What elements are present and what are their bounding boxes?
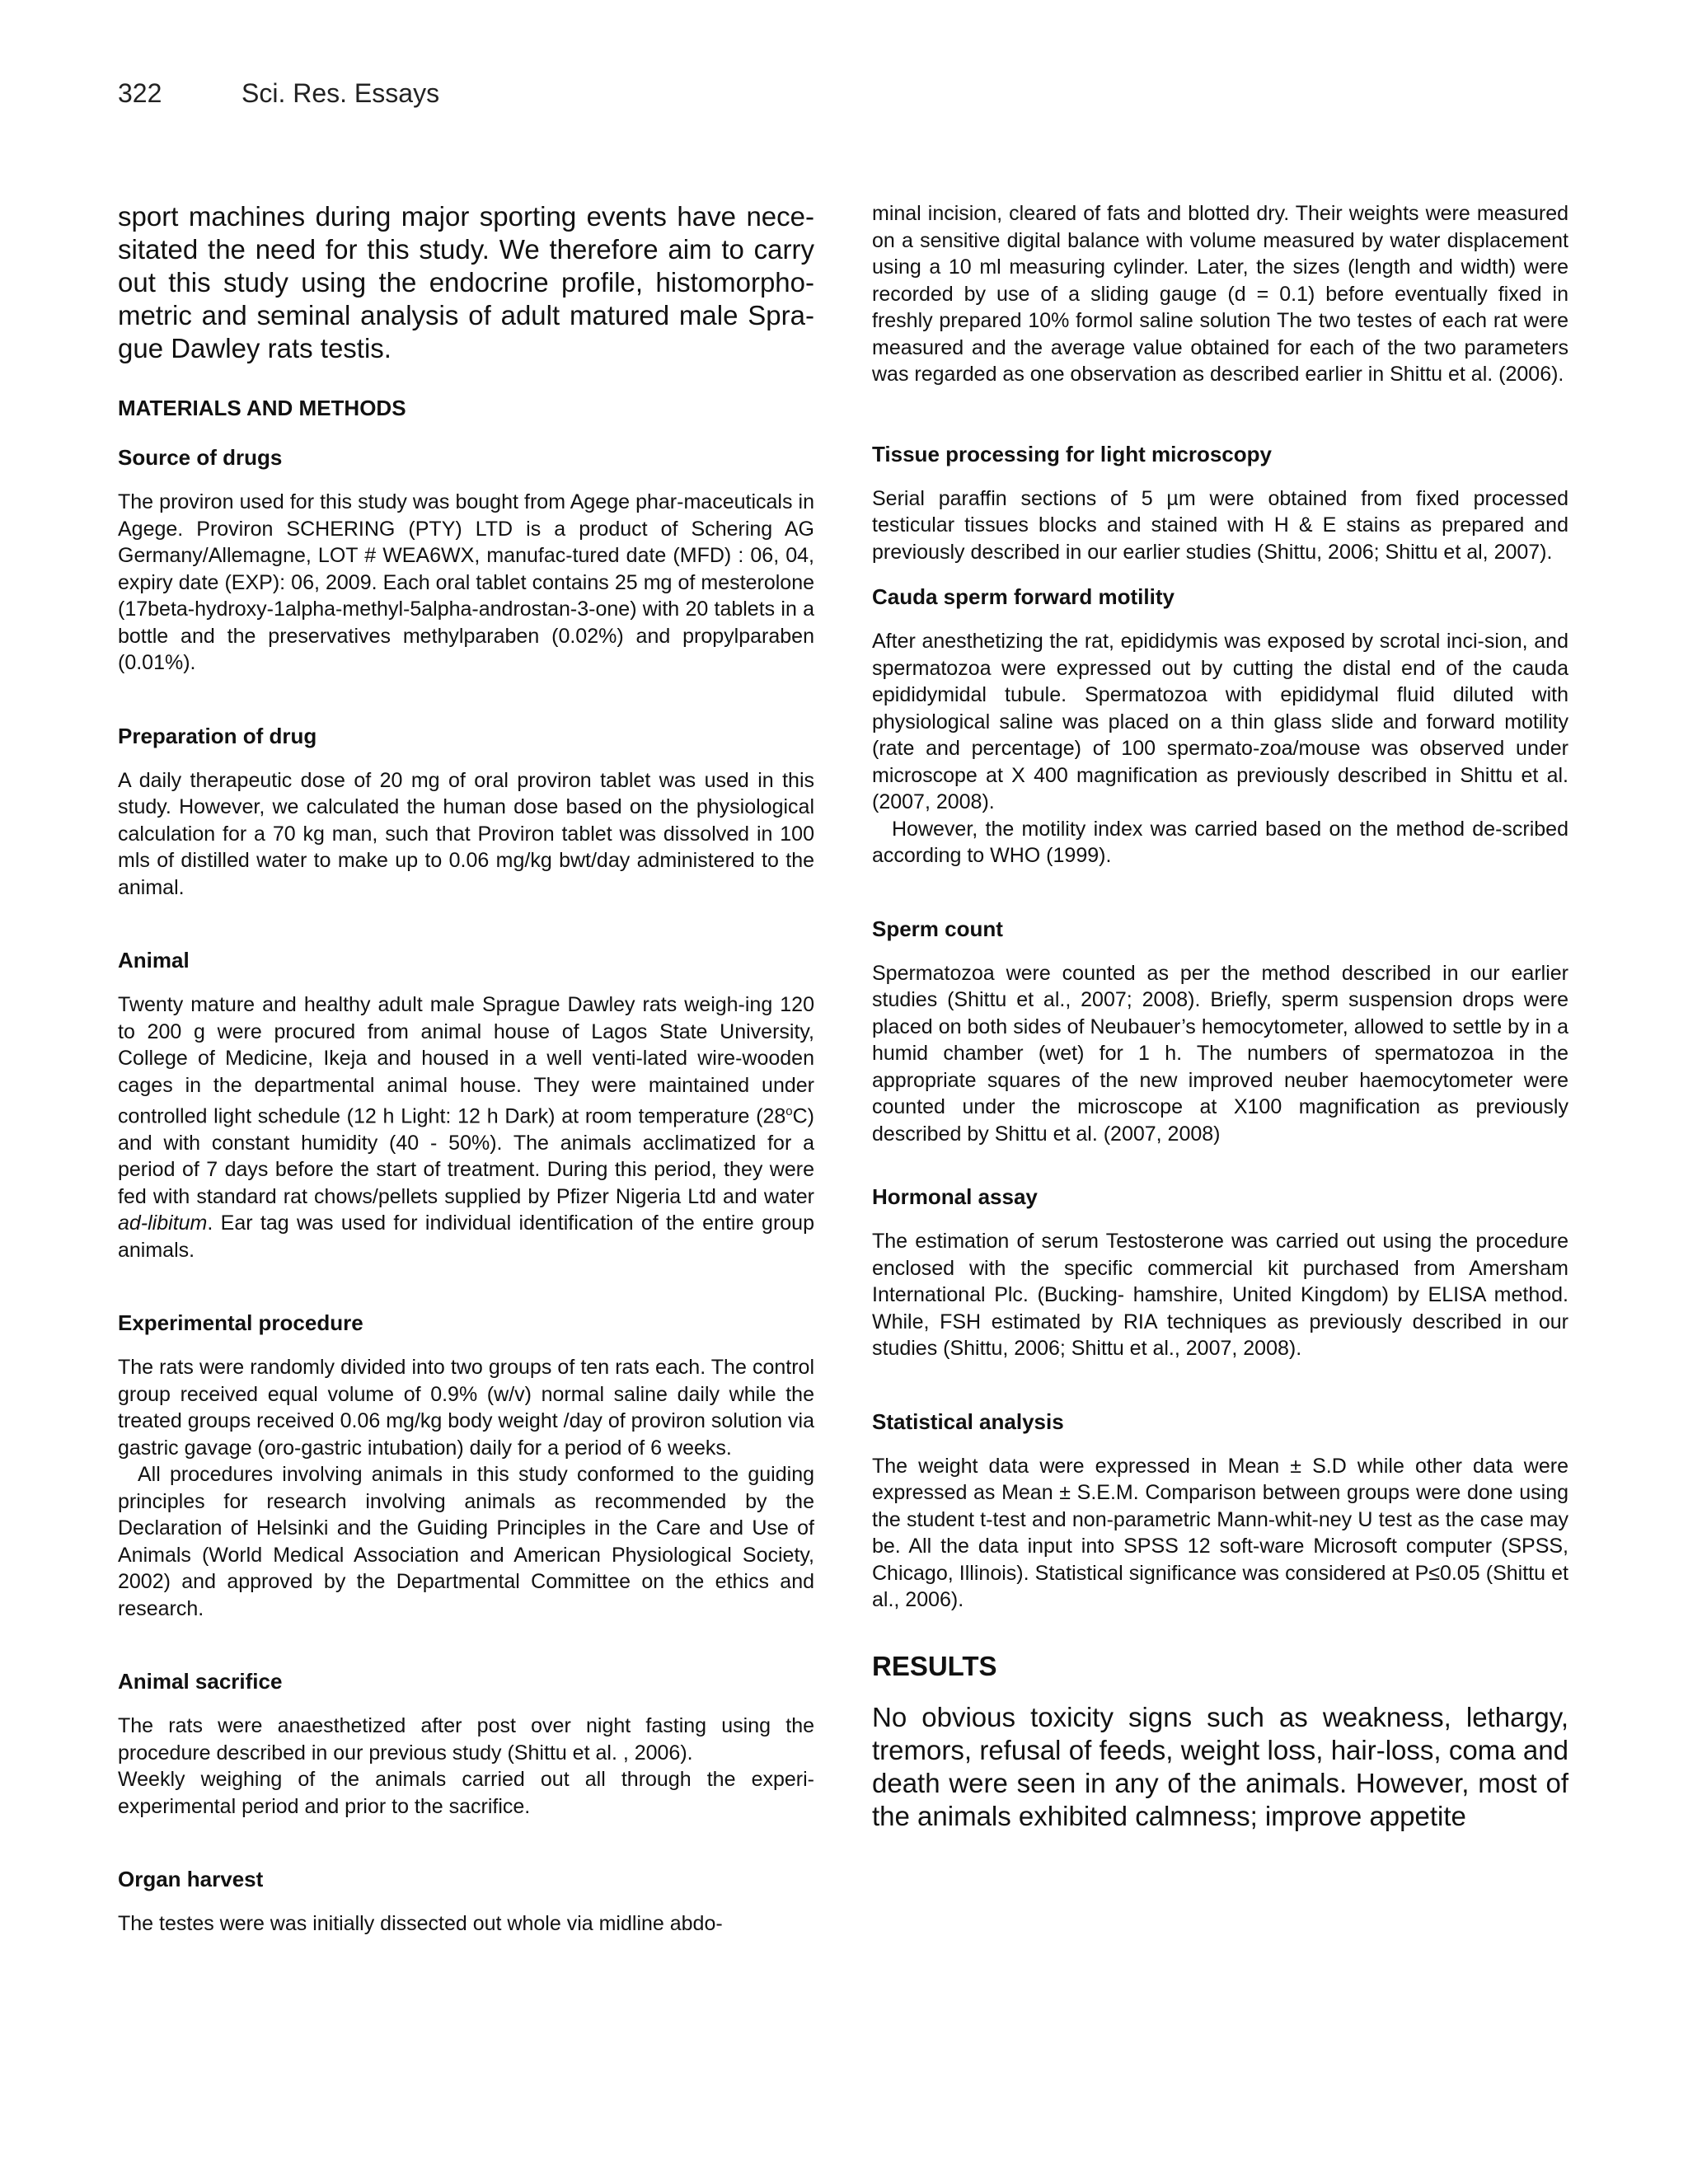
animal-sacrifice-text-1: The rats were anaesthetized after post over night fasting using the procedure described in our previous study (Shittu et al. , 2006). [118, 1714, 814, 1765]
left-column [118, 200, 814, 1938]
tissue-processing-heading: Tissue processing for light microscopy [872, 441, 1272, 466]
hormonal-assay-heading: Hormonal assay [872, 1184, 1038, 1209]
animal-sacrifice-text-2: Weekly weighing of the animals carried out all through the experi-experimental period and prior to the sacrifice. [118, 1768, 814, 1818]
sperm-count-text: Spermatozoa were counted as per the method described in our earlier studies (Shittu et al., 2007; 2008). Briefly, sperm suspension drops were placed on both sides of Neubauer’s hemocytometer, allowed to settle by in a humid chamber (wet) for 1 h. The numbers of spermatozoa in the appropriate squares of the new improved neuber haemocytometer were counted under the microscope at X100 magnification as previously described by Shittu et al. (2007, 2008) [872, 961, 1568, 1146]
statistical-analysis-text: The weight data were expressed in Mean ± S.D while other data were expressed as Mean ± S.E.M. Comparison between groups were done using the student t-test and non-parametric Mann-whit-ney U test as the case may be. All the data input into SPSS 12 soft-ware Microsoft computer (SPSS, Chicago, Illinois). Statistical significance was considered at P≤0.05 (Shittu et al., 2006). [872, 1454, 1568, 1611]
experimental-procedure-text-1: The rats were randomly divided into two groups of ten rats each. The control group received equal volume of 0.9% (w/v) normal saline daily while the treated groups received 0.06 mg/kg body weight /day of proviron solution via gastric gavage (oro-gastric intubation) daily for a period of 6 weeks. [118, 1356, 814, 1460]
animal-heading: Animal [118, 948, 190, 972]
right-column [872, 200, 1568, 1833]
preparation-text: A daily therapeutic dose of 20 mg of oral proviron tablet was used in this study. However, we calculated the human dose based on the physiological calculation for a 70 kg man, such that Proviron tablet was dissolved in 100 mls of distilled water to make up to 0.06 mg/kg bwt/day administered to the animal. [118, 768, 814, 899]
animal-sacrifice-heading: Animal sacrifice [118, 1669, 283, 1694]
cauda-motility-text-1: After anesthetizing the rat, epididymis was exposed by scrotal inci-sion, and spermatozoa were expressed out by cutting the distal end of the cauda epididymidal tubule. Spermatozoa with epididymal fluid diluted with physiological saline was placed on a thin glass slide and forward motility (rate and percentage) of 100 spermato-zoa/mouse was observed under microscope at X 400 magnification as previously described in Shittu et al. (2007, 2008). [872, 630, 1568, 813]
hormonal-assay-text: The estimation of serum Testosterone was carried out using the procedure enclosed with the specific commercial kit purchased from Amersham International Plc. (Bucking- hamshire, United Kingdom) by ELISA method. While, FSH estimated by RIA techniques as previously described in our studies (Shittu, 2006; Shittu et al., 2007, 2008). [872, 1230, 1568, 1360]
journal-name: Sci. Res. Essays [241, 78, 440, 108]
experimental-procedure-text-2: All procedures involving animals in this study conformed to the guiding principles for research involving animals as recommended by the Declaration of Helsinki and the Guiding Principles in the Care and Use of Animals (World Medical Association and American Physiological Society, 2002) and approved by the Departmental Committee on the ethics and research. [118, 1463, 814, 1620]
tissue-processing-text: Serial paraffin sections of 5 µm were obtained from fixed processed testicular tissues blocks and stained with H & E stains as prepared and previously described in our earlier studies (Shittu, 2006; Shittu et al, 2007). [872, 486, 1568, 564]
page-number: 322 [118, 78, 162, 108]
cauda-motility-text-2: However, the motility index was carried based on the method de-scribed according to WHO (1999). [872, 817, 1568, 867]
preparation-heading: Preparation of drug [118, 723, 317, 748]
experimental-procedure-heading: Experimental procedure [118, 1310, 363, 1336]
source-of-drugs-text: The proviron used for this study was bought from Agege phar-maceuticals in Agege. Proviron SCHERING (PTY) LTD is a product of Schering AG Germany/Allemagne, LOT # WEA6WX, manufac-tured date (MFD) : 06, 04, expiry date (EXP): 06, 2009. Each oral tablet contains 25 mg of mesterolone (17beta-hydroxy-1alpha-methyl-5alpha-androstan-3-one) with 20 tablets in a bottle and the preservatives methylparaben (0.02%) and propylparaben (0.01%). [118, 490, 814, 674]
sperm-count-heading: Sperm count [872, 916, 1003, 941]
materials-methods-heading: MATERIALS AND METHODS [118, 396, 406, 420]
organ-harvest-continued: minal incision, cleared of fats and blotted dry. Their weights were measured on a sensitive digital balance with volume measured by water displacement using a 10 ml measuring cylinder. Later, the sizes (length and width) were recorded by use of a sliding gauge (d = 0.1) before eventually fixed in freshly prepared 10% formol saline solution The two testes of each rat were measured and the average value obtained for each of the two parameters was regarded as one observation as described earlier in Shittu et al. (2006). [872, 202, 1568, 386]
statistical-analysis-heading: Statistical analysis [872, 1408, 1064, 1434]
cauda-motility-heading: Cauda sperm forward motility [872, 584, 1175, 609]
organ-harvest-text: The testes were was initially dissected out whole via midline abdo- [118, 1912, 723, 1936]
running-header [118, 78, 439, 109]
animal-text: Twenty mature and healthy adult male Sprague Dawley rats weigh-ing 120 to 200 g were procured from animal house of Lagos State University, College of Medicine, Ikeja and housed in a well venti-lated wire-wooden cages in the departmental animal house. They were maintained under controlled light schedule (12 h Light: 12 h Dark) at room temperature (28$^o$C) and with constant humidity (40 - 50%). The animals acclimatized for a period of 7 days before the start of treatment. During this period, they were fed with standard rat chows/pellets supplied by Pfizer Nigeria Ltd and water ad-libitum. Ear tag was used for individual identification of the entire group animals. [118, 993, 814, 1262]
intro-paragraph: sport machines during major sporting events have nece-sitated the need for this study. We therefore aim to carry out this study using the endocrine profile, histomorpho-metric and seminal analysis of adult matured male Spra-gue Dawley rats testis. [118, 201, 814, 363]
results-text: No obvious toxicity signs such as weakness, lethargy, tremors, refusal of feeds, weight loss, hair-loss, coma and death were seen in any of the animals. However, most of the animals exhibited calmness; improve appetite [872, 1701, 1568, 1831]
results-heading: RESULTS [872, 1650, 997, 1681]
organ-harvest-heading: Organ harvest [118, 1867, 264, 1892]
source-of-drugs-heading: Source of drugs [118, 445, 283, 470]
